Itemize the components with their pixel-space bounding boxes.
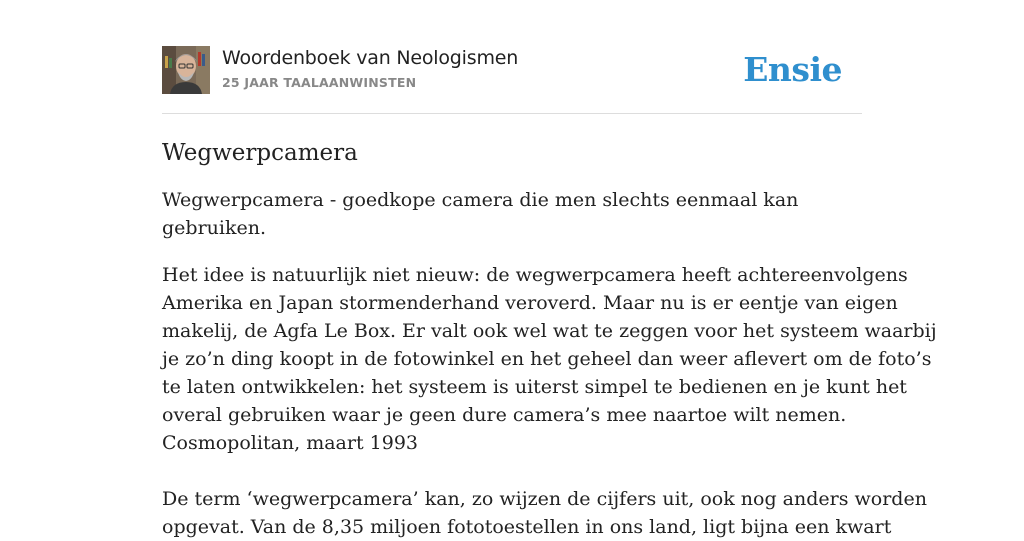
entry-content: [162, 136, 937, 541]
header-divider: [162, 113, 862, 114]
quote-line: makelij, de Agfa Le Box. Er valt ook wel wat te zeggen voor het systeem waarbij: [162, 320, 937, 342]
quote-line: overal gebruiken waar je geen dure camera’s mee naartoe wilt nemen.: [162, 404, 847, 426]
quote-source: Cosmopolitan, maart 1993: [162, 432, 418, 454]
quote-line: Het idee is natuurlijk niet nieuw: de wegwerpcamera heeft achtereenvolgens: [162, 264, 908, 286]
ensie-logo-link[interactable]: Ensie: [743, 50, 842, 89]
paragraph-gap: [162, 457, 862, 485]
quote-line: te laten ontwikkelen: het systeem is uiterst simpel te bedienen en je kunt het: [162, 376, 907, 398]
quote-line: Amerika en Japan stormenderhand veroverd. Maar nu is er eentje van eigen: [162, 292, 898, 314]
quote-line: De term ‘wegwerpcamera’ kan, zo wijzen de cijfers uit, ook nog anders worden: [162, 488, 927, 510]
entry-title: Wegwerpcamera: [162, 140, 358, 166]
entry-quote: [162, 261, 937, 541]
avatar[interactable]: [162, 46, 210, 94]
avatar-image: [162, 46, 210, 94]
entry-definition: Wegwerpcamera - goedkope camera die men slechts eenmaal kan gebruiken.: [162, 189, 799, 239]
site-subtitle: 25 JAAR TAALAANWINSTEN: [222, 75, 417, 90]
quote-line: opgevat. Van de 8,35 miljoen fototoestellen in ons land, ligt bijna een kwart: [162, 516, 892, 538]
quote-line: je zo’n ding koopt in de fotowinkel en het geheel dan weer aflevert om de foto’s: [162, 348, 932, 370]
site-title[interactable]: Woordenboek van Neologismen: [222, 47, 519, 69]
site-header: [162, 46, 862, 96]
